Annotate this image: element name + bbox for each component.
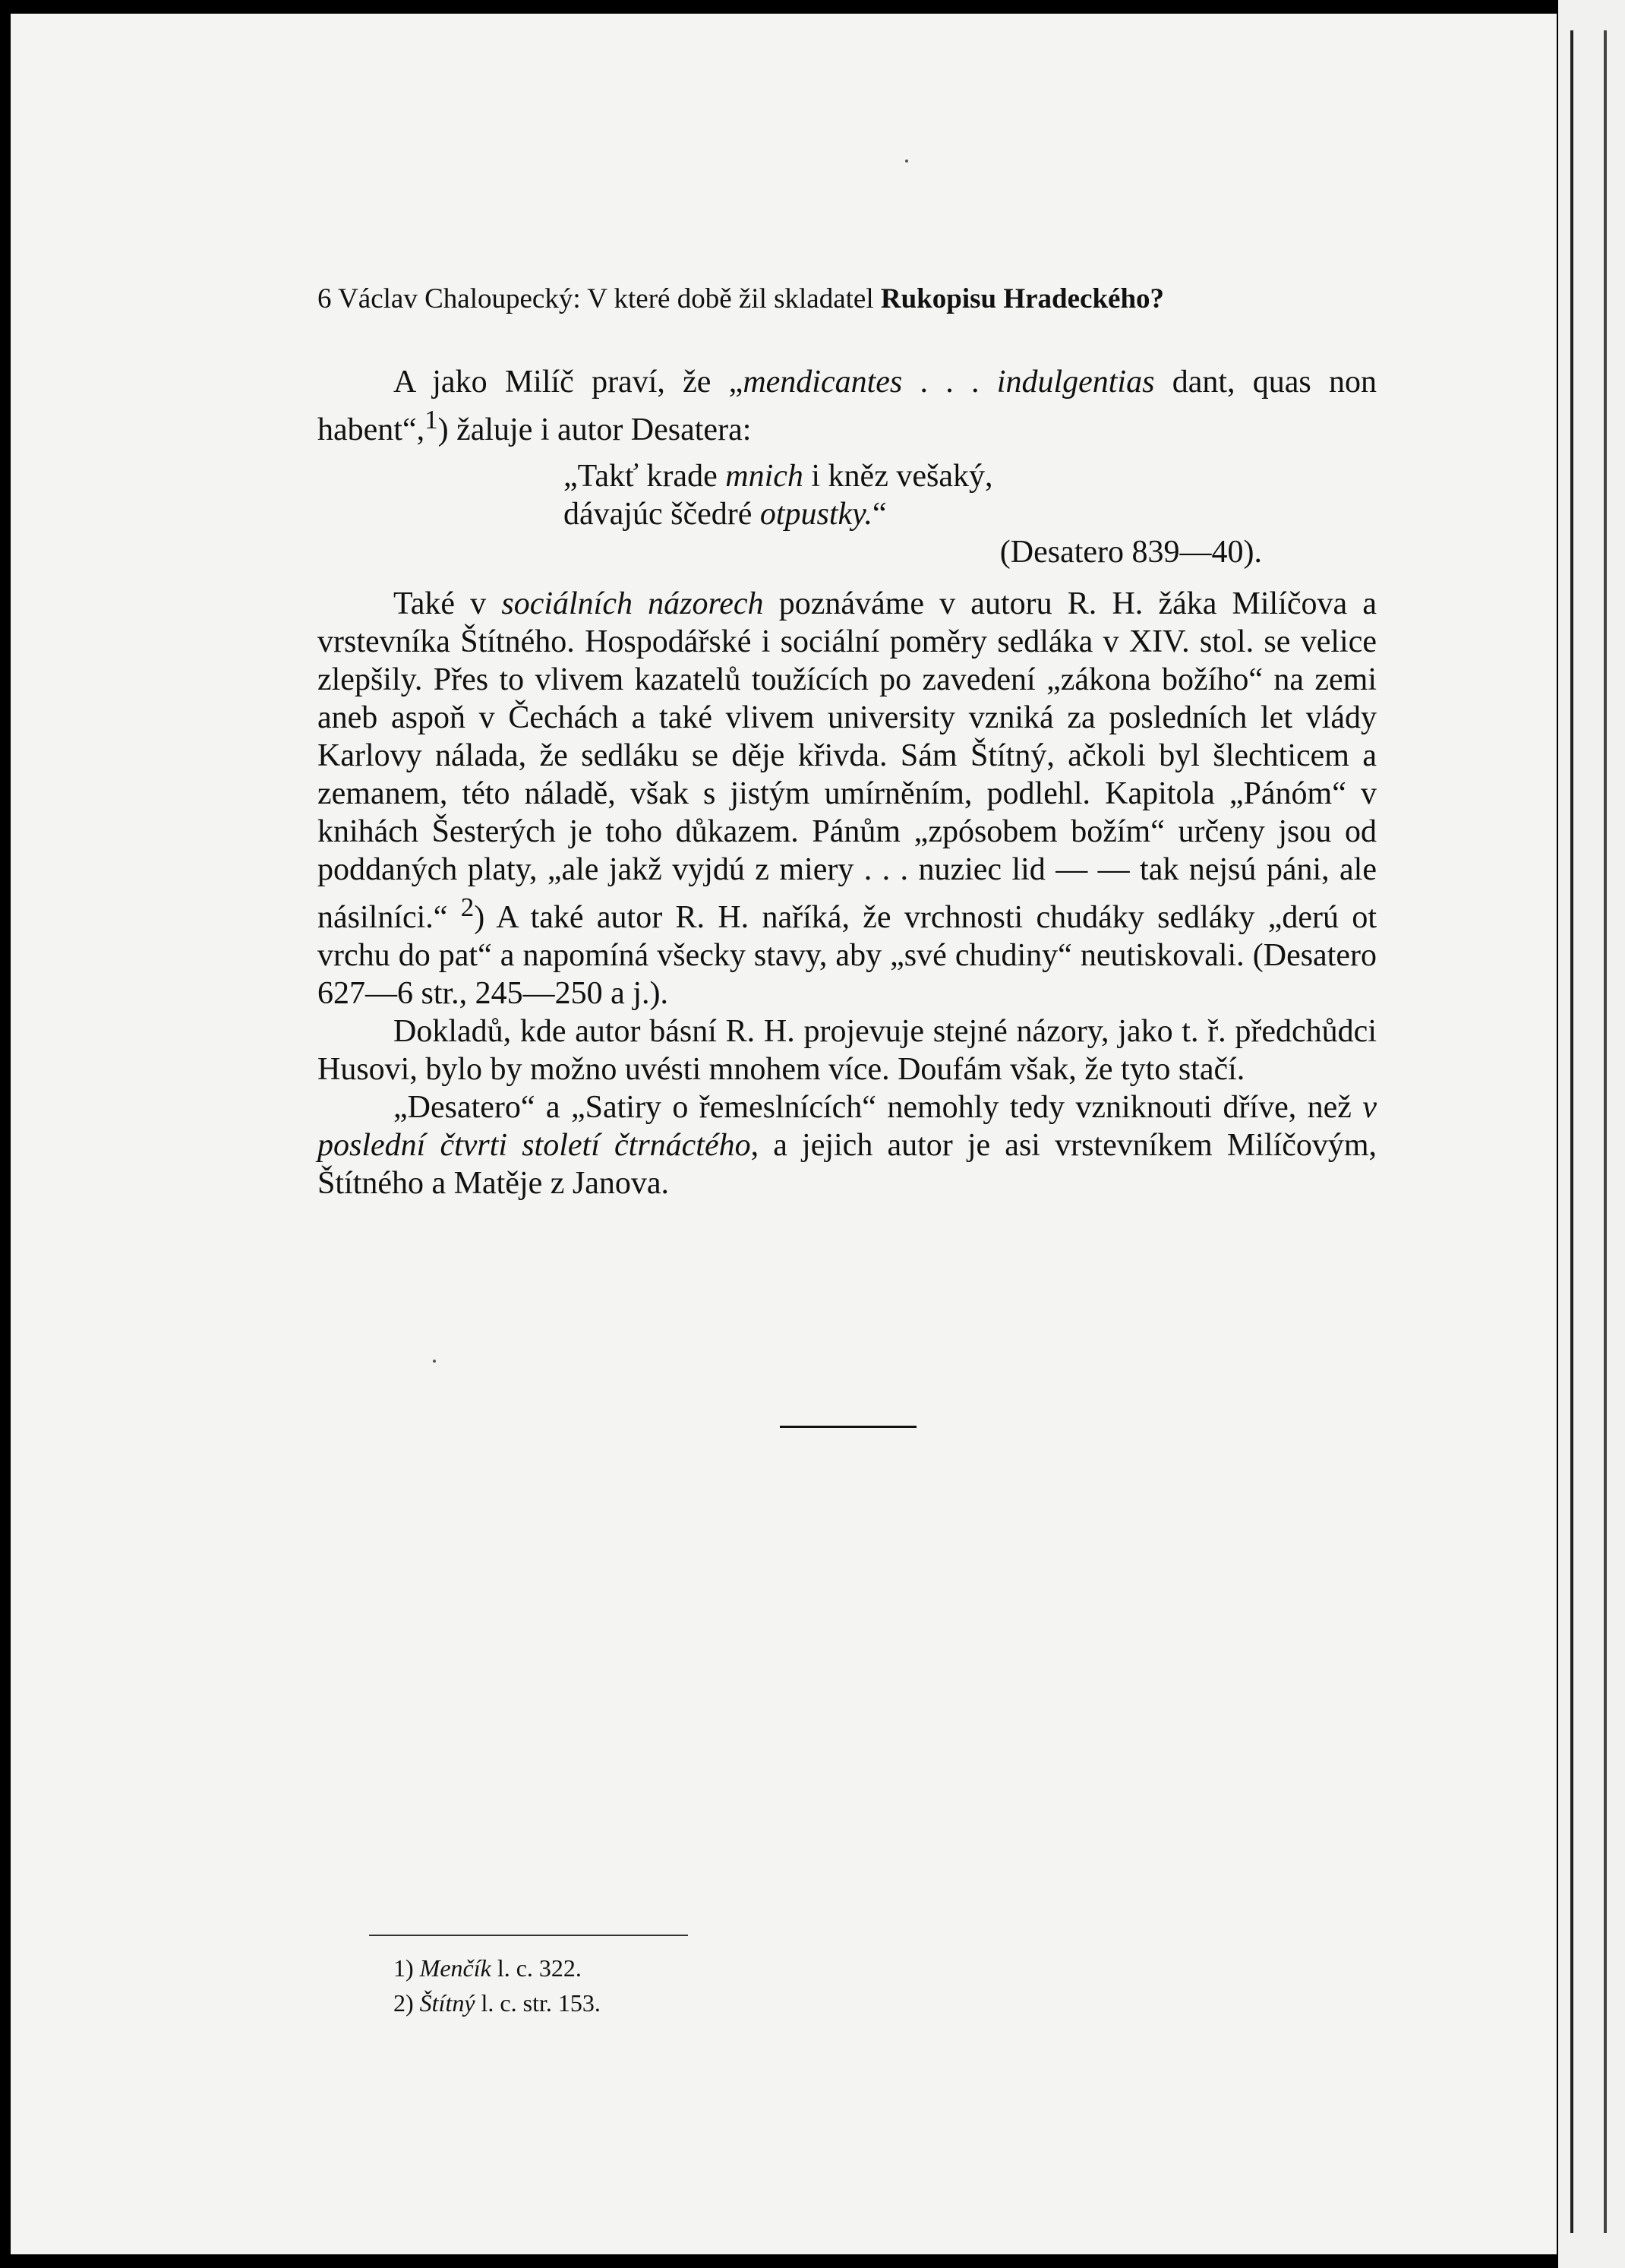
header-author: 6 Václav Chaloupecký: <box>317 283 581 314</box>
paragraph-2 <box>317 585 1377 1202</box>
scan-speck <box>433 1360 436 1363</box>
para1-text: A jako Milíč praví, že „ <box>393 365 743 400</box>
para4-italic: v poslední čtvrti století čtrnáctého <box>317 1090 1377 1163</box>
para2-text: poznáváme v autoru R. H. žáka Milíčova a vrstevníka Štítného. Hospodářské i sociální poměry sedláka v XIV. stol. se velice zlepšily. Přes to vlivem kazatelů toužících po zavedení „zákona božího“ na zemi aneb aspoň v Čechách a také vlivem university vzniká za posledních let vlády Karlovy nálada, že sedláku se děje křivda. Sám Štítný, ačkoli byl šlechticem a zemanem, této náladě, však s jistým umírněním, podlehl. Kapitola „Pánóm“ v knihách Šesterých je toho důkazem. Pánům „zpósobem božím“ určeny jsou od poddaných platy, „ale jakž vyjdú z miery . . . nuziec lid — — tak nejsú páni, ale násilníci.“ <box>317 586 1377 935</box>
verse-italic: otpustky. <box>759 497 873 532</box>
para2-text: Také v <box>393 586 502 621</box>
footnote-2 <box>393 1985 601 2020</box>
footnote-italic: Štítný <box>419 1989 475 2017</box>
para4-text: , a jejich autor je asi vrstevníkem Milíčovým, Štítného a Matěje z Janova. <box>317 1128 1377 1201</box>
verse-reference: (Desatero 839—40). <box>999 535 1262 570</box>
para1-text: dant, quas non habent“, <box>317 365 1377 447</box>
header-title-plain: V které době žil skladatel <box>580 283 881 314</box>
para2-text: ) A také autor R. H. naříká, že vrchnosti chudáky sedláky „derú ot vrchu do pat“ a napomíná všecky stavy, aby „své chudiny“ neutiskovali. (Desatero 627—6 str., 245—250 a j.). <box>317 900 1377 1011</box>
verse-text: “ <box>872 497 887 532</box>
verse-text: dávajúc ščedré <box>563 497 760 532</box>
verse-line-1 <box>563 457 1262 495</box>
footnote-1 <box>393 1951 601 1985</box>
footnote-text: l. c. str. 153. <box>475 1989 601 2017</box>
paragraph-3: Dokladů, kde autor básní R. H. projevuje stejné názory, jako t. ř. předchůdci Husovi, bylo by možno uvésti mnohem více. Doufám však, že tyto stačí. <box>317 1014 1377 1087</box>
para2-italic: sociálních názorech <box>501 586 764 621</box>
para1-text: ) žaluje i autor Desatera: <box>437 412 752 447</box>
verse-quote <box>563 457 1262 571</box>
section-separator <box>780 1426 917 1428</box>
footnote-italic: Menčík <box>419 1954 491 1982</box>
footnote-ref-2: 2 <box>460 892 475 922</box>
para4-text: „Desatero“ a „Satiry o řemeslnících“ nemohly tedy vzniknouti dříve, než <box>393 1090 1363 1125</box>
running-header <box>317 283 1380 315</box>
page-edge-line <box>1570 30 1573 2233</box>
footnote-ref-1: 1 <box>424 405 438 434</box>
footnotes <box>393 1951 601 2020</box>
header-title-bold: Rukopisu Hradeckého? <box>880 283 1165 314</box>
facing-page-edge <box>1558 0 1625 2268</box>
verse-line-2 <box>563 495 1262 533</box>
para1-italic-1: mendicantes <box>743 365 903 400</box>
page-edge-line <box>1604 30 1607 2233</box>
scan-speck <box>905 160 908 163</box>
footnote-text: l. c. 322. <box>491 1954 582 1982</box>
paragraph-1 <box>317 363 1377 449</box>
para1-italic-2: indulgentias <box>996 365 1155 400</box>
footnote-mark: 2) <box>393 1989 414 2017</box>
verse-text: i kněz vešaký, <box>803 459 993 494</box>
footnote-rule <box>369 1935 688 1936</box>
para1-text: . . . <box>902 365 997 400</box>
footnote-mark: 1) <box>393 1954 414 1982</box>
verse-text: „Takť krade <box>563 459 726 494</box>
verse-italic: mnich <box>725 459 803 494</box>
paragraph-4 <box>317 1088 1377 1202</box>
